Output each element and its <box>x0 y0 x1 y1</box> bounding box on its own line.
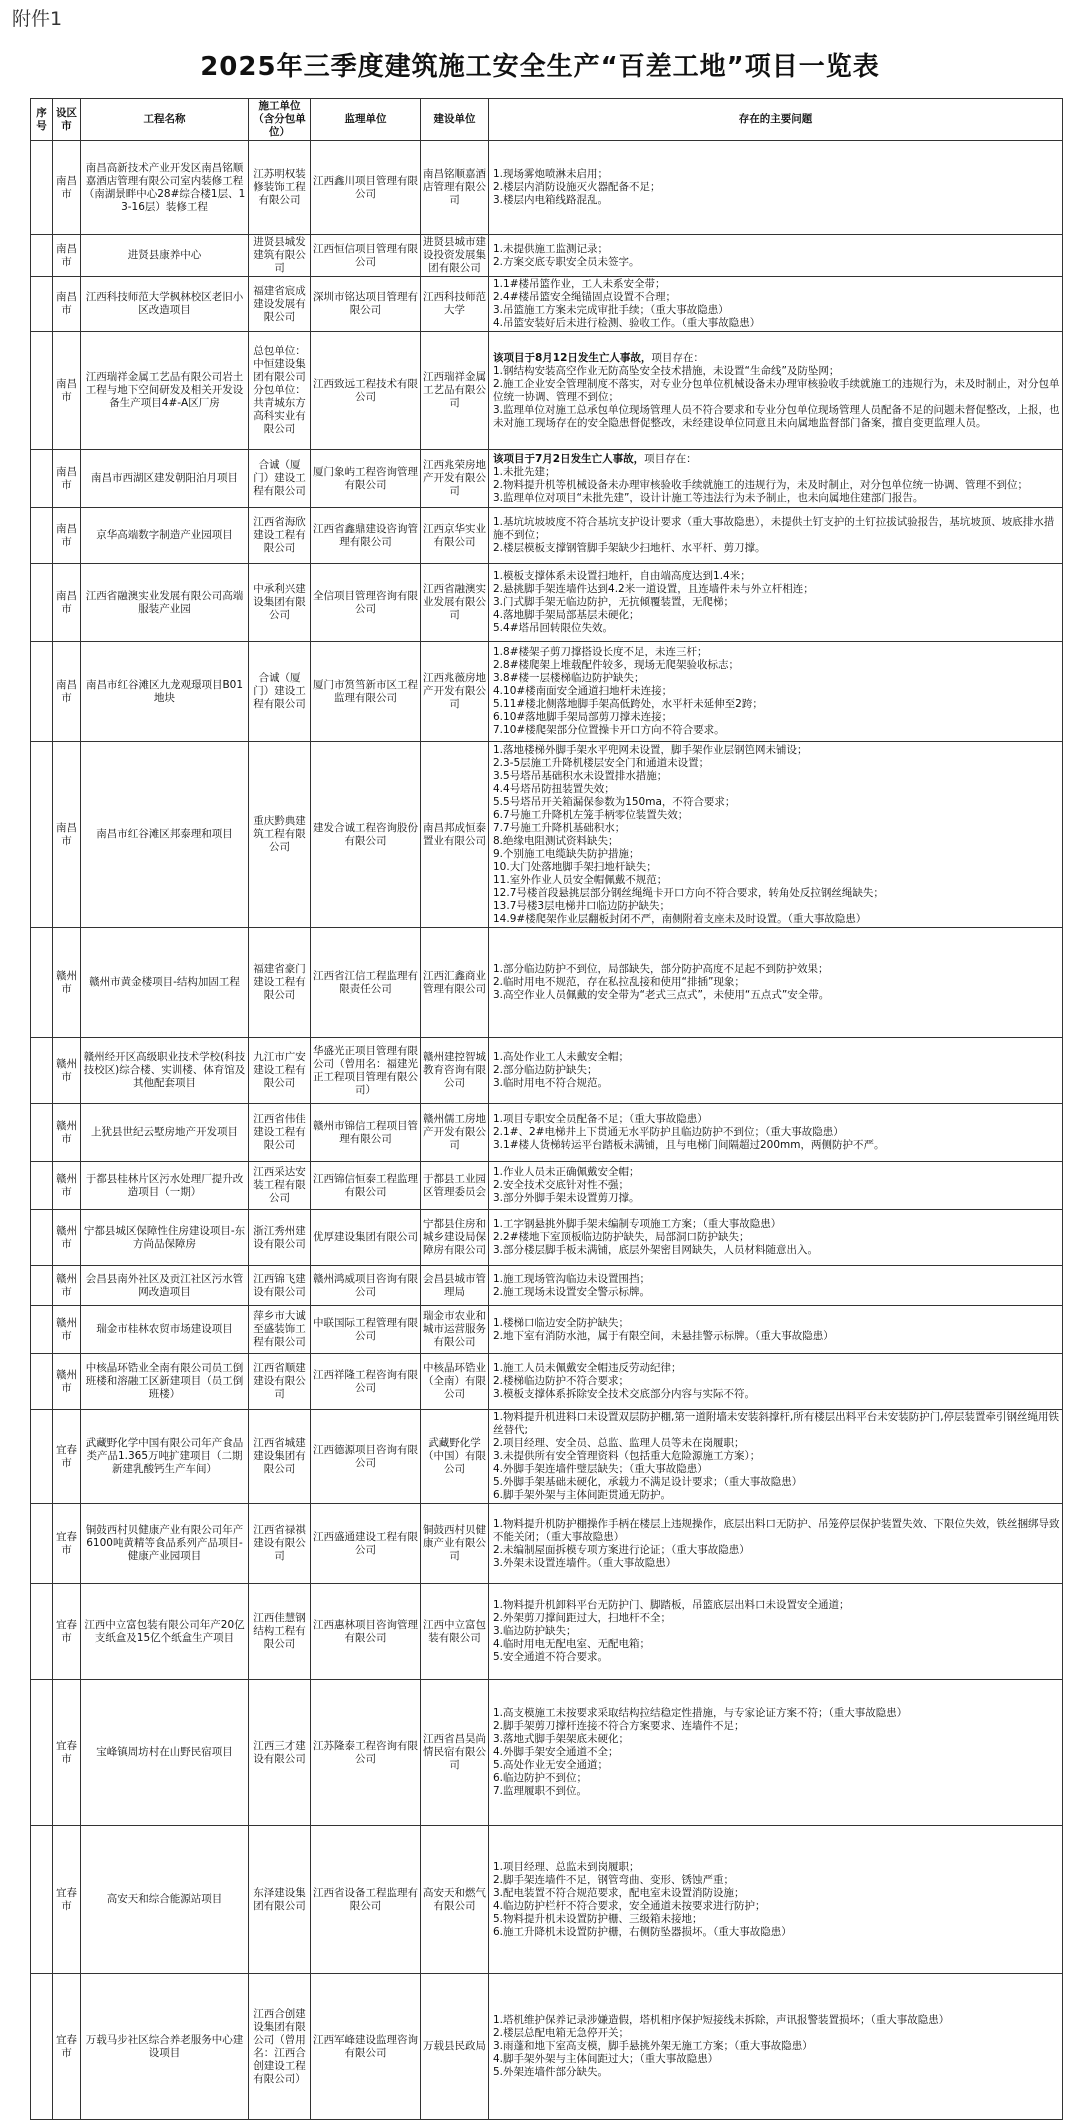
issue-item: 1.部分临边防护不到位，局部缺失，部分防护高度不足起不到防护效果； <box>493 963 829 975</box>
table-row <box>31 277 1063 332</box>
row-project-cell: 武藏野化学中国有限公司年产食品类产品1.365万吨扩建项目（二期新建乳酸钙生产车间） <box>81 1410 249 1504</box>
row-supervisor-cell: 江西盛通建设工程有限公司 <box>311 1504 421 1584</box>
row-project-cell: 京华高端数字制造产业园项目 <box>81 508 249 564</box>
row-district-cell: 宜春市 <box>53 1410 81 1504</box>
issue-item: 3.楼层内电箱线路混乱。 <box>493 194 609 206</box>
row-supervisor-cell: 赣州鸿威项目咨询有限公司 <box>311 1266 421 1306</box>
row-project-cell: 中核晶环锆业全南有限公司员工倒班楼和溶融工区新建项目（员工倒班楼） <box>81 1354 249 1410</box>
row-project-cell: 南昌市红谷滩区九龙观璟项目B01地块 <box>81 642 249 742</box>
row-owner-cell: 江西兆荣房地产开发有限公司 <box>421 450 489 508</box>
row-project-cell: 赣州市黄金楼项目-结构加固工程 <box>81 928 249 1038</box>
row-contractor-cell: 江西合创建设集团有限公司（曾用名：江西合创建设工程有限公司） <box>249 1974 311 2120</box>
row-contractor-cell: 进贤县城发建筑有限公司 <box>249 235 311 277</box>
issue-item: 9.个别施工电缆缺失防护措施； <box>493 847 640 860</box>
row-district-cell: 赣州市 <box>53 1354 81 1410</box>
row-issues-cell <box>489 1038 1063 1104</box>
table-row <box>31 642 1063 742</box>
issue-item: 5.高处作业无安全通道； <box>493 1759 609 1771</box>
row-project-cell: 铜鼓西村贝健康产业有限公司年产6100吨黄精等食品系列产品项目-健康产业园项目 <box>81 1504 249 1584</box>
row-issues-cell <box>489 1410 1063 1504</box>
row-project-cell: 宝峰镇周坊村在山野民宿项目 <box>81 1680 249 1826</box>
issue-item: 6.施工升降机未设置防护栅，右侧防坠器损坏。（重大事故隐患） <box>493 1925 792 1938</box>
issue-item: 2.楼梯临边防护不符合要求； <box>493 1375 630 1387</box>
row-project-cell: 进贤县康养中心 <box>81 235 249 277</box>
issue-item: 1.楼梯口临边安全防护缺失； <box>493 1316 630 1329</box>
row-contractor-cell: 浙江秀州建设有限公司 <box>249 1210 311 1266</box>
row-contractor-cell: 总包单位：中恒建设集团有限公司 分包单位：共青城东方高科实业有限公司 <box>249 332 311 450</box>
issue-item: 2.悬挑脚手架连墙件达到4.2米一道设置，且连墙件未与外立杆相连； <box>493 583 814 595</box>
issue-item: 4.10#楼南面安全通道扫地杆未连接； <box>493 685 673 697</box>
row-issues-cell <box>489 1504 1063 1584</box>
issue-item: 2.项目经理、安全员、总监、监理人员等未在岗履职； <box>493 1437 745 1449</box>
table-row <box>31 508 1063 564</box>
issue-item: 6.10#落地脚手架局部剪刀撑未连接； <box>493 711 673 723</box>
row-supervisor-cell: 江西军峰建设监理咨询有限公司 <box>311 1974 421 2120</box>
row-index-cell <box>31 1104 53 1162</box>
row-project-cell: 江西中立富包装有限公司年产20亿支纸盒及15亿个纸盒生产项目 <box>81 1584 249 1680</box>
row-supervisor-cell: 厦门象屿工程咨询管理有限公司 <box>311 450 421 508</box>
table-row <box>31 141 1063 235</box>
issue-item: 4.临边防护栏杆不符合要求，安全通道未按要求进行防护； <box>493 1899 766 1912</box>
issue-item: 3.门式脚手架无临边防护，无抗倾覆装置，无爬梯； <box>493 596 735 608</box>
issue-item: 1.高支模施工未按要求采取结构拉结稳定性措施，与专家论证方案不符；（重大事故隐患） <box>493 1707 908 1719</box>
row-issues-cell <box>489 235 1063 277</box>
row-contractor-cell: 江西省禄祺建设有限公司 <box>249 1504 311 1584</box>
row-index-cell <box>31 1974 53 2120</box>
row-supervisor-cell: 江西省江信工程监理有限责任公司 <box>311 928 421 1038</box>
row-district-cell: 赣州市 <box>53 1266 81 1306</box>
table-row <box>31 742 1063 928</box>
table-header-row <box>31 99 1063 141</box>
row-index-cell <box>31 1584 53 1680</box>
issue-item: 项目存在： <box>651 351 704 364</box>
row-index-cell <box>31 277 53 332</box>
issue-item: 4.脚手架外架与主体间距过大；（重大事故隐患） <box>493 2053 719 2065</box>
table-row <box>31 564 1063 642</box>
row-district-cell: 赣州市 <box>53 1104 81 1162</box>
issue-item: 10.大门处落地脚手架扫地杆缺失； <box>493 860 657 873</box>
table-row <box>31 1826 1063 1974</box>
row-project-cell: 于都县桂林片区污水处理厂提升改造项目（一期） <box>81 1162 249 1210</box>
row-owner-cell: 南昌邦成恒泰置业有限公司 <box>421 742 489 928</box>
issue-item: 2.楼层模板支撑钢管脚手架缺少扫地杆、水平杆、剪刀撑。 <box>493 542 766 554</box>
issue-item: 3.配电装置不符合规范要求，配电室未设置消防设施； <box>493 1886 745 1899</box>
issue-item: 11.室外作业人员安全帽佩戴不规范； <box>493 873 668 886</box>
row-district-cell: 南昌市 <box>53 332 81 450</box>
issue-item: 3.雨蓬和地下室高支模，脚手悬挑外架无施工方案；（重大事故隐患） <box>493 2040 813 2052</box>
issue-item: 2.地下室有消防水池，属于有限空间，未悬挂警示标牌。（重大事故隐患） <box>493 1329 834 1342</box>
issue-item: 7.10#楼爬架部分位置操卡开口方向不符合要求。 <box>493 724 725 736</box>
row-owner-cell: 瑞金市农业和城市运营服务有限公司 <box>421 1306 489 1354</box>
row-supervisor-cell: 深圳市铭达项目管理有限公司 <box>311 277 421 332</box>
table-row <box>31 1306 1063 1354</box>
issue-item: 3.部分楼层脚手板未满铺，底层外架密目网缺失，人员材料随意出入。 <box>493 1244 819 1256</box>
row-issues-cell <box>489 1584 1063 1680</box>
row-district-cell: 赣州市 <box>53 1162 81 1210</box>
issue-item: 2.脚手架连墙件不足，钢管弯曲、变形、锈蚀严重； <box>493 1873 735 1886</box>
row-district-cell: 南昌市 <box>53 742 81 928</box>
row-owner-cell: 江西省昌昊尚情民宿有限公司 <box>421 1680 489 1826</box>
row-index-cell <box>31 1162 53 1210</box>
row-project-cell: 宁都县城区保障性住房建设项目-东方尚品保障房 <box>81 1210 249 1266</box>
row-project-cell: 瑞金市桂林农贸市场建设项目 <box>81 1306 249 1354</box>
issue-item: 2.8#楼爬架上堆载配件较多，现场无爬架验收标志； <box>493 659 739 671</box>
table-body <box>31 141 1063 2120</box>
row-owner-cell: 万载县民政局 <box>421 1974 489 2120</box>
issue-item: 6.脚手架外架与主体间距贯通无防护。 <box>493 1489 672 1501</box>
row-index-cell <box>31 1306 53 1354</box>
row-owner-cell: 会昌县城市管理局 <box>421 1266 489 1306</box>
row-index-cell <box>31 1354 53 1410</box>
issue-item: 14.9#楼爬架作业层翻板封闭不严，南侧附着支座未及时设置。（重大事故隐患） <box>493 912 867 925</box>
row-district-cell: 南昌市 <box>53 642 81 742</box>
row-index-cell <box>31 1504 53 1584</box>
row-contractor-cell: 江苏明权装修装饰工程有限公司 <box>249 141 311 235</box>
row-district-cell: 南昌市 <box>53 277 81 332</box>
issue-item: 4.4号塔吊防扭装置失效； <box>493 782 615 795</box>
row-index-cell <box>31 1680 53 1826</box>
row-district-cell: 宜春市 <box>53 1504 81 1584</box>
row-supervisor-cell: 中联国际工程管理有限公司 <box>311 1306 421 1354</box>
row-district-cell: 宜春市 <box>53 1826 81 1974</box>
table-row <box>31 1104 1063 1162</box>
issue-item: 4.吊篮安装好后未进行检测、验收工作。（重大事故隐患） <box>493 317 761 329</box>
issue-item: 2.安全技术交底针对性不强； <box>493 1179 630 1191</box>
row-project-cell: 会昌县南外社区及贡江社区污水管网改造项目 <box>81 1266 249 1306</box>
row-issues-cell <box>489 1680 1063 1826</box>
row-index-cell <box>31 1038 53 1104</box>
row-project-cell: 江西瑞祥金属工艺品有限公司岩土工程与地下空间研发及相关开发设备生产项目4#-A区厂房 <box>81 332 249 450</box>
row-issues-cell <box>489 1826 1063 1974</box>
table-row <box>31 1974 1063 2120</box>
table-row <box>31 450 1063 508</box>
table-row <box>31 1584 1063 1680</box>
row-supervisor-cell: 江西省设备工程监理有限公司 <box>311 1826 421 1974</box>
row-project-cell: 高安天和综合能源站项目 <box>81 1826 249 1974</box>
row-supervisor-cell: 赣州市锦信工程项目管理有限公司 <box>311 1104 421 1162</box>
row-owner-cell: 高安天和燃气有限公司 <box>421 1826 489 1974</box>
row-owner-cell: 南昌铭顺嘉酒店管理有限公司 <box>421 141 489 235</box>
issue-item: 13.7号楼3层电梯井口临边防护缺失； <box>493 899 671 912</box>
row-index-cell <box>31 450 53 508</box>
row-project-cell: 上犹县世纪云墅房地产开发项目 <box>81 1104 249 1162</box>
issue-item: 3.监理单位对施工总承包单位现场管理人员不符合要求和专业分包单位现场管理人员配备不足的问题未督促整改，上报，也未对施工现场存在的安全隐患督促整改，未经建设单位同意且未向属地监督部门备案，擅自变更监理人员。 <box>493 403 1060 429</box>
issue-item: 1.施工现场管沟临边未设置围挡； <box>493 1272 651 1285</box>
issue-item: 6.7号施工升降机左笼手柄零位装置失效； <box>493 808 689 821</box>
row-district-cell: 宜春市 <box>53 1974 81 2120</box>
row-contractor-cell: 东泽建设集团有限公司 <box>249 1826 311 1974</box>
issue-item: 3.5号塔吊基础积水未设置排水措施； <box>493 769 668 782</box>
row-supervisor-cell: 江西恒信项目管理有限公司 <box>311 235 421 277</box>
header-owner: 建设单位 <box>421 99 489 141</box>
row-contractor-cell: 江西省顺建建设有限公司 <box>249 1354 311 1410</box>
issue-item: 3.未提供所有安全管理资料（包括重大危险源施工方案）； <box>493 1450 761 1462</box>
page-title: 2025年三季度建筑施工安全生产“百差工地”项目一览表 <box>200 52 880 82</box>
issue-item: 3.临边防护缺失； <box>493 1625 577 1637</box>
table-row <box>31 1162 1063 1210</box>
issue-item: 3.高空作业人员佩戴的安全带为“老式三点式”，未使用“五点式”安全带。 <box>493 989 830 1001</box>
row-supervisor-cell: 江苏隆泰工程咨询有限公司 <box>311 1680 421 1826</box>
row-owner-cell: 江西汇鑫商业管理有限公司 <box>421 928 489 1038</box>
table-row <box>31 1354 1063 1410</box>
issue-item: 2.施工现场未设置安全警示标牌。 <box>493 1285 651 1298</box>
issue-item: 1.模板支撑体系未设置扫地杆，自由端高度达到1.4米； <box>493 570 751 582</box>
row-district-cell: 赣州市 <box>53 1210 81 1266</box>
row-contractor-cell: 福建省宸成建设发展有限公司 <box>249 277 311 332</box>
issue-item: 2.施工企业安全管理制度不落实，对专业分包单位机械设备未办理审核验收手续就施工的违规行为，未及时制止，对分包单位统一协调、管理不到位； <box>493 377 1060 403</box>
row-issues-cell <box>489 1162 1063 1210</box>
row-contractor-cell: 合诚（厦门）建设工程有限公司 <box>249 450 311 508</box>
issue-item: 7.7号施工升降机基础积水； <box>493 821 626 834</box>
row-issues-cell <box>489 332 1063 450</box>
row-contractor-cell: 九江市广安建设工程有限公司 <box>249 1038 311 1104</box>
issue-item: 1.钢结构安装高空作业无防高坠安全技术措施，未设置“生命线”及防坠网； <box>493 364 840 377</box>
row-district-cell: 南昌市 <box>53 235 81 277</box>
issue-item: 2.未编制屋面拆模专项方案进行论证；（重大事故隐患） <box>493 1543 750 1556</box>
issue-item: 2.外架剪刀撑间距过大，扫地杆不全； <box>493 1612 672 1624</box>
row-owner-cell: 赣州建控智城教育咨询有限公司 <box>421 1038 489 1104</box>
row-supervisor-cell: 厦门市筼筜新市区工程监理有限公司 <box>311 642 421 742</box>
row-supervisor-cell: 华盛光正项目管理有限公司（曾用名：福建光正工程项目管理有限公司） <box>311 1038 421 1104</box>
issue-item: 1.项目经理、总监未到岗履职； <box>493 1860 640 1873</box>
issue-item: 1.高处作业工人未戴安全帽； <box>493 1051 630 1063</box>
issue-item: 2.楼层内消防设施灭火器配备不足； <box>493 181 661 193</box>
row-project-cell: 南昌市红谷滩区邦泰理和项目 <box>81 742 249 928</box>
row-district-cell: 赣州市 <box>53 928 81 1038</box>
row-project-cell: 万载马步社区综合养老服务中心建设项目 <box>81 1974 249 2120</box>
row-issues-cell <box>489 277 1063 332</box>
issue-item: 1.基坑坑坡坡度不符合基坑支护设计要求（重大事故隐患），未提供土钉支护的土钉拉拔试验报告，基坑坡顶、坡底排水措施不到位； <box>493 516 1055 541</box>
header-contractor: 施工单位（含分包单位） <box>249 99 311 141</box>
issue-item: 3.8#楼一层楼梯临边防护缺失； <box>493 672 645 684</box>
row-index-cell <box>31 642 53 742</box>
row-issues-cell <box>489 564 1063 642</box>
row-supervisor-cell: 江西祥隆工程咨询有限公司 <box>311 1354 421 1410</box>
row-owner-cell: 赣州儒工房地产开发有限公司 <box>421 1104 489 1162</box>
issue-item: 2.4#楼吊篮安全绳锚固点设置不合理； <box>493 291 676 303</box>
issue-item: 5.外脚手架基础未硬化，承载力不满足设计要求；（重大事故隐患） <box>493 1476 803 1488</box>
row-index-cell <box>31 508 53 564</box>
row-index-cell <box>31 235 53 277</box>
issue-item: 1.未批先建； <box>493 465 556 478</box>
issue-item: 4.外脚手架安全通道不全； <box>493 1746 619 1758</box>
row-supervisor-cell: 江西惠林项目咨询管理有限公司 <box>311 1584 421 1680</box>
header-issues: 存在的主要问题 <box>489 99 1063 141</box>
issue-item: 3.1#楼人货梯转运平台踏板未满铺，且与电梯门间隔超过200mm，两侧防护不严。 <box>493 1139 885 1151</box>
row-issues-cell <box>489 1266 1063 1306</box>
row-supervisor-cell: 江西鑫川项目管理有限公司 <box>311 141 421 235</box>
row-contractor-cell: 福建省豪门建设工程有限公司 <box>249 928 311 1038</box>
row-index-cell <box>31 564 53 642</box>
row-contractor-cell: 萍乡市大诚至盛装饰工程有限公司 <box>249 1306 311 1354</box>
issue-item: 1.1#楼吊篮作业，工人未系安全带； <box>493 278 666 290</box>
table-row <box>31 1410 1063 1504</box>
issue-item: 2.方案交底专职安全员未签字。 <box>493 255 640 268</box>
issue-item: 2.临时用电不规范，存在私拉乱接和使用“排插”现象； <box>493 976 745 988</box>
row-contractor-cell: 中承利兴建设集团有限公司 <box>249 564 311 642</box>
table-row <box>31 1680 1063 1826</box>
issue-item: 3.监理单位对项目“未批先建”，设计计施工等违法行为未予制止，也未向属地住建部门报告。 <box>493 491 924 504</box>
row-index-cell <box>31 141 53 235</box>
issue-item: 3.外架未设置连墙件。（重大事故隐患） <box>493 1556 677 1569</box>
issue-item: 4.外脚手架连墙件璧层缺失；（重大事故隐患） <box>493 1463 708 1475</box>
row-contractor-cell: 江西省海欣建设工程有限公司 <box>249 508 311 564</box>
row-owner-cell: 中核晶环锆业（全南）有限公司 <box>421 1354 489 1410</box>
row-contractor-cell: 江西采达安装工程有限公司 <box>249 1162 311 1210</box>
issue-item: 1.物料提升机卸料平台无防护门、脚踏板，吊篮底层出料口未设置安全通道； <box>493 1599 850 1611</box>
row-index-cell <box>31 1266 53 1306</box>
header-project: 工程名称 <box>81 99 249 141</box>
row-owner-cell: 江西瑞祥金属工艺品有限公司 <box>421 332 489 450</box>
issue-item: 1.塔机维护保养记录涉嫌造假，塔机相序保护短接线未拆除，声讯报警装置损坏；（重大事故隐患） <box>493 2014 950 2026</box>
row-district-cell: 南昌市 <box>53 450 81 508</box>
row-owner-cell: 江西科技师范大学 <box>421 277 489 332</box>
row-district-cell: 赣州市 <box>53 1306 81 1354</box>
project-table <box>30 98 1063 2120</box>
issue-item: 1.物料提升机防护棚操作手柄在楼层上违规操作，底层出料口无防护、吊笼停层保护装置失效、下限位失效，铁丝捆绑导致不能关闭；（重大事故隐患） <box>493 1517 1060 1543</box>
table-row <box>31 332 1063 450</box>
row-supervisor-cell: 江西省鑫鼎建设咨询管理有限公司 <box>311 508 421 564</box>
row-owner-cell: 江西京华实业有限公司 <box>421 508 489 564</box>
issue-item: 2.部分临边防护缺失； <box>493 1064 598 1076</box>
row-district-cell: 宜春市 <box>53 1680 81 1826</box>
row-supervisor-cell: 江西致远工程技术有限公司 <box>311 332 421 450</box>
issue-item: 1.工字钢悬挑外脚手架未编制专项施工方案；（重大事故隐患） <box>493 1218 782 1230</box>
row-issues-cell <box>489 141 1063 235</box>
row-issues-cell <box>489 1104 1063 1162</box>
row-contractor-cell: 江西佳慧钢结构工程有限公司 <box>249 1584 311 1680</box>
row-supervisor-cell: 全信项目管理咨询有限公司 <box>311 564 421 642</box>
issue-item: 2.物料提升机等机械设备未办理审核验收手续就施工的违规行为，未及时制止，对分包单位统一协调、管理不到位； <box>493 478 1029 491</box>
issue-item: 4.临时用电无配电室、无配电箱； <box>493 1638 651 1650</box>
row-supervisor-cell: 优厚建设集团有限公司 <box>311 1210 421 1266</box>
row-supervisor-cell: 建发合诚工程咨询股份有限公司 <box>311 742 421 928</box>
row-index-cell <box>31 1410 53 1504</box>
issue-lead-text: 该项目于8月12日发生亡人事故， <box>493 351 652 364</box>
issue-item: 5.5号塔吊开关箱漏保参数为150ma，不符合要求； <box>493 795 736 808</box>
row-issues-cell <box>489 1210 1063 1266</box>
header-district: 设区市 <box>53 99 81 141</box>
issue-item: 3.临时用电不符合规范。 <box>493 1077 609 1089</box>
row-contractor-cell: 江西三才建设有限公司 <box>249 1680 311 1826</box>
issue-item: 3.模板支撑体系拆除安全技术交底部分内容与实际不符。 <box>493 1388 756 1400</box>
issue-item: 3.部分外脚手架未设置剪刀撑。 <box>493 1192 640 1204</box>
row-issues-cell <box>489 642 1063 742</box>
row-index-cell <box>31 742 53 928</box>
issue-item: 8.绝缘电阻测试资料缺失； <box>493 834 619 847</box>
row-supervisor-cell: 江西德源项目咨询有限公司 <box>311 1410 421 1504</box>
row-district-cell: 宜春市 <box>53 1584 81 1680</box>
row-supervisor-cell: 江西锦信恒泰工程监理有限公司 <box>311 1162 421 1210</box>
row-project-cell: 南昌高新技术产业开发区南昌铭顺嘉酒店管理有限公司室内装修工程（南湖景畔中心28#综合楼1层、13-16层）装修工程 <box>81 141 249 235</box>
row-owner-cell: 铜鼓西村贝健康产业有限公司 <box>421 1504 489 1584</box>
issue-item: 2.脚手架剪刀撑杆连接不符合方案要求、连墙件不足； <box>493 1720 745 1732</box>
issue-item: 2.3-5层施工升降机楼层安全门和通道未设置； <box>493 756 710 769</box>
issue-item: 1.8#楼架子剪刀撑搭设长度不足，未连三杆； <box>493 646 708 658</box>
row-owner-cell: 于都县工业园区管理委员会 <box>421 1162 489 1210</box>
row-owner-cell: 江西中立富包装有限公司 <box>421 1584 489 1680</box>
row-contractor-cell: 江西省伟佳建设工程有限公司 <box>249 1104 311 1162</box>
issue-item: 1.物料提升机进料口未设置双层防护棚,第一道附墙未安装斜撑杆,所有楼层出料平台未安装防护门,停层装置牵引钢丝绳用铁丝替代; <box>493 1411 1060 1436</box>
issue-item: 1.施工人员未佩戴安全帽违反劳动纪律； <box>493 1362 682 1374</box>
issue-item: 项目存在： <box>644 452 697 465</box>
issue-lead-text: 该项目于7月2日发生亡人事故， <box>493 452 645 465</box>
row-project-cell: 南昌市西湖区建发朝阳泊月项目 <box>81 450 249 508</box>
row-index-cell <box>31 928 53 1038</box>
issue-item: 5.11#楼北侧落地脚手架高低跨处，水平杆未延伸至2跨； <box>493 698 763 710</box>
row-owner-cell: 江西兆薇房地产开发有限公司 <box>421 642 489 742</box>
row-issues-cell <box>489 928 1063 1038</box>
table-row <box>31 928 1063 1038</box>
row-issues-cell <box>489 450 1063 508</box>
issue-item: 5.外架连墙件部分缺失。 <box>493 2066 609 2078</box>
table-row <box>31 1038 1063 1104</box>
row-contractor-cell: 江西锦飞建设有限公司 <box>249 1266 311 1306</box>
row-contractor-cell: 江西省城建建设集团有限公司 <box>249 1410 311 1504</box>
row-index-cell <box>31 1826 53 1974</box>
row-index-cell <box>31 1210 53 1266</box>
issue-item: 1.项目专职安全员配备不足；（重大事故隐患） <box>493 1113 708 1125</box>
issue-item: 4.落地脚手架局部基层未硬化； <box>493 609 640 621</box>
issue-item: 5.4#塔吊回转限位失效。 <box>493 622 613 634</box>
row-issues-cell <box>489 742 1063 928</box>
row-owner-cell: 进贤县城市建设投资发展集团有限公司 <box>421 235 489 277</box>
issue-item: 6.临边防护不到位； <box>493 1772 588 1784</box>
row-contractor-cell: 合诚（厦门）建设工程有限公司 <box>249 642 311 742</box>
row-project-cell: 江西科技师范大学枫林校区老旧小区改造项目 <box>81 277 249 332</box>
attachment-label: 附件1 <box>12 8 63 30</box>
issue-item: 1.未提供施工监测记录； <box>493 242 609 255</box>
table-row <box>31 1504 1063 1584</box>
row-district-cell: 赣州市 <box>53 1038 81 1104</box>
row-issues-cell <box>489 508 1063 564</box>
issue-item: 3.吊篮施工方案未完成审批手续；（重大事故隐患） <box>493 304 729 316</box>
row-index-cell <box>31 332 53 450</box>
row-issues-cell <box>489 1354 1063 1410</box>
row-project-cell: 赣州经开区高级职业技术学校(科技技校区)综合楼、实训楼、体育馆及其他配套项目 <box>81 1038 249 1104</box>
issue-item: 5.安全通道不符合要求。 <box>493 1651 609 1663</box>
issue-item: 3.落地式脚手架架底未硬化； <box>493 1733 630 1745</box>
table-row <box>31 235 1063 277</box>
issue-item: 2.1#、2#电梯井上下贯通无水平防护且临边防护不到位；（重大事故隐患） <box>493 1126 844 1138</box>
issue-item: 7.监理履职不到位。 <box>493 1785 588 1797</box>
row-owner-cell: 宁都县住房和城乡建设局保障房有限公司 <box>421 1210 489 1266</box>
row-issues-cell <box>489 1974 1063 2120</box>
row-district-cell: 南昌市 <box>53 141 81 235</box>
issue-item: 1.现场雾炮喷淋未启用； <box>493 168 609 180</box>
row-contractor-cell: 重庆黔典建筑工程有限公司 <box>249 742 311 928</box>
header-supervisor: 监理单位 <box>311 99 421 141</box>
issue-item: 5.物料提升机未设置防护栅、三级箱未接地； <box>493 1912 703 1925</box>
issue-item: 2.2#楼地下室顶板临边防护缺失，局部洞口防护缺失； <box>493 1231 750 1243</box>
issue-item: 12.7号楼首段悬挑层部分钢丝绳绳卡开口方向不符合要求，转角处反拉钢丝绳缺失； <box>493 886 884 899</box>
row-owner-cell: 武藏野化学（中国）有限公司 <box>421 1410 489 1504</box>
table-row <box>31 1210 1063 1266</box>
issue-item: 2.楼层总配电箱无急停开关； <box>493 2027 630 2039</box>
row-district-cell: 南昌市 <box>53 508 81 564</box>
issue-item: 1.作业人员未正确佩戴安全帽； <box>493 1166 640 1178</box>
issue-item: 1.落地楼梯外脚手架水平兜网未设置，脚手架作业层钢笆网未铺设； <box>493 743 808 756</box>
table-row <box>31 1266 1063 1306</box>
row-issues-cell <box>489 1306 1063 1354</box>
row-district-cell: 南昌市 <box>53 564 81 642</box>
row-owner-cell: 江西省融澳实业发展有限公司 <box>421 564 489 642</box>
header-index: 序号 <box>31 99 53 141</box>
row-project-cell: 江西省融澳实业发展有限公司高端服装产业园 <box>81 564 249 642</box>
